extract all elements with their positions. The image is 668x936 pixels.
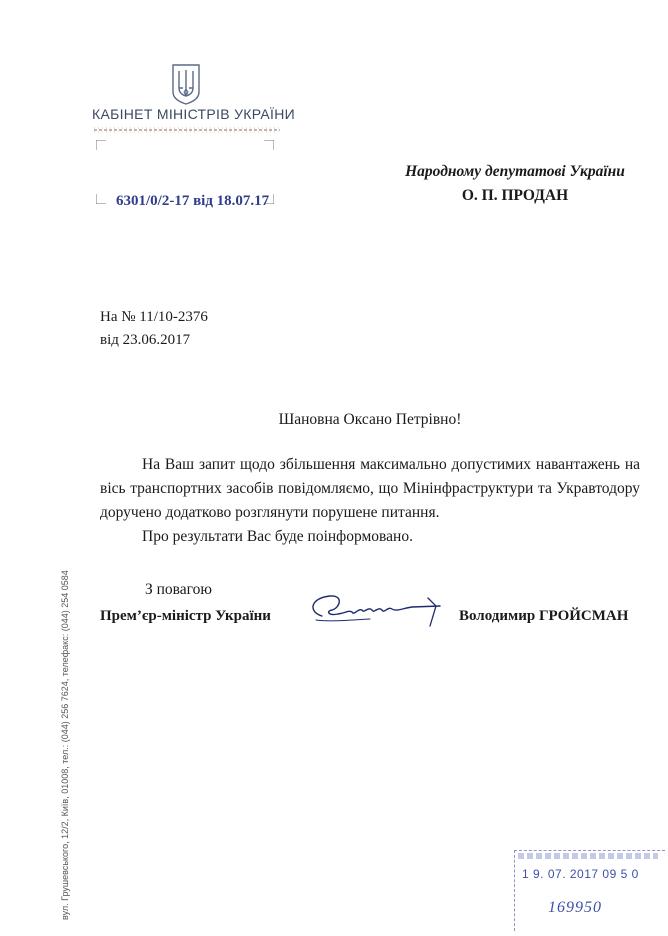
reference-date: від 23.06.2017 [100, 332, 191, 348]
incoming-stamp [506, 845, 668, 936]
stamp-header-line [518, 853, 658, 859]
trident-icon [170, 62, 202, 106]
registration-number: 6301/0/2-17 від 18.07.17 [116, 193, 270, 209]
reference-number: На № 11/10-2376 [100, 309, 208, 325]
salutation: Шановна Оксано Петрівно! [278, 411, 462, 428]
footer-address: вул. Грушевського, 12/2, Київ, 01008, тел.: (044) 256 7624, телефакс: (044) 254 0584 [60, 570, 70, 920]
organization-title: КАБІНЕТ МІНІСТРІВ УКРАЇНИ [92, 106, 296, 122]
body-paragraph: Про результати Вас буде поінформовано. [142, 528, 413, 545]
addressee-line1: Народному депутатові України [405, 163, 625, 180]
stamp-border [514, 850, 665, 931]
ornament-divider [94, 127, 280, 133]
letter-body [100, 453, 640, 549]
addressee-block [370, 160, 660, 208]
handwritten-signature [300, 586, 450, 630]
addressee-name: О. П. ПРОДАН [461, 187, 569, 204]
closing-text: З повагою [145, 581, 212, 598]
stamp-number: 169950 [548, 899, 602, 916]
signer-title: Прем’єр-міністр України [100, 608, 271, 624]
reference-block [100, 306, 208, 352]
body-paragraph: На Ваш запит щодо збільшення максимально допустимих навантажень на вісь транспортних засобів повідомляємо, що Мінінфраструктури та Укравтодору доручено додатково розглянути порушене питання. [100, 456, 640, 521]
signer-name: Володимир ГРОЙСМАН [459, 608, 629, 624]
stamp-date: 1 9. 07. 2017 09 5 0 [522, 867, 639, 881]
